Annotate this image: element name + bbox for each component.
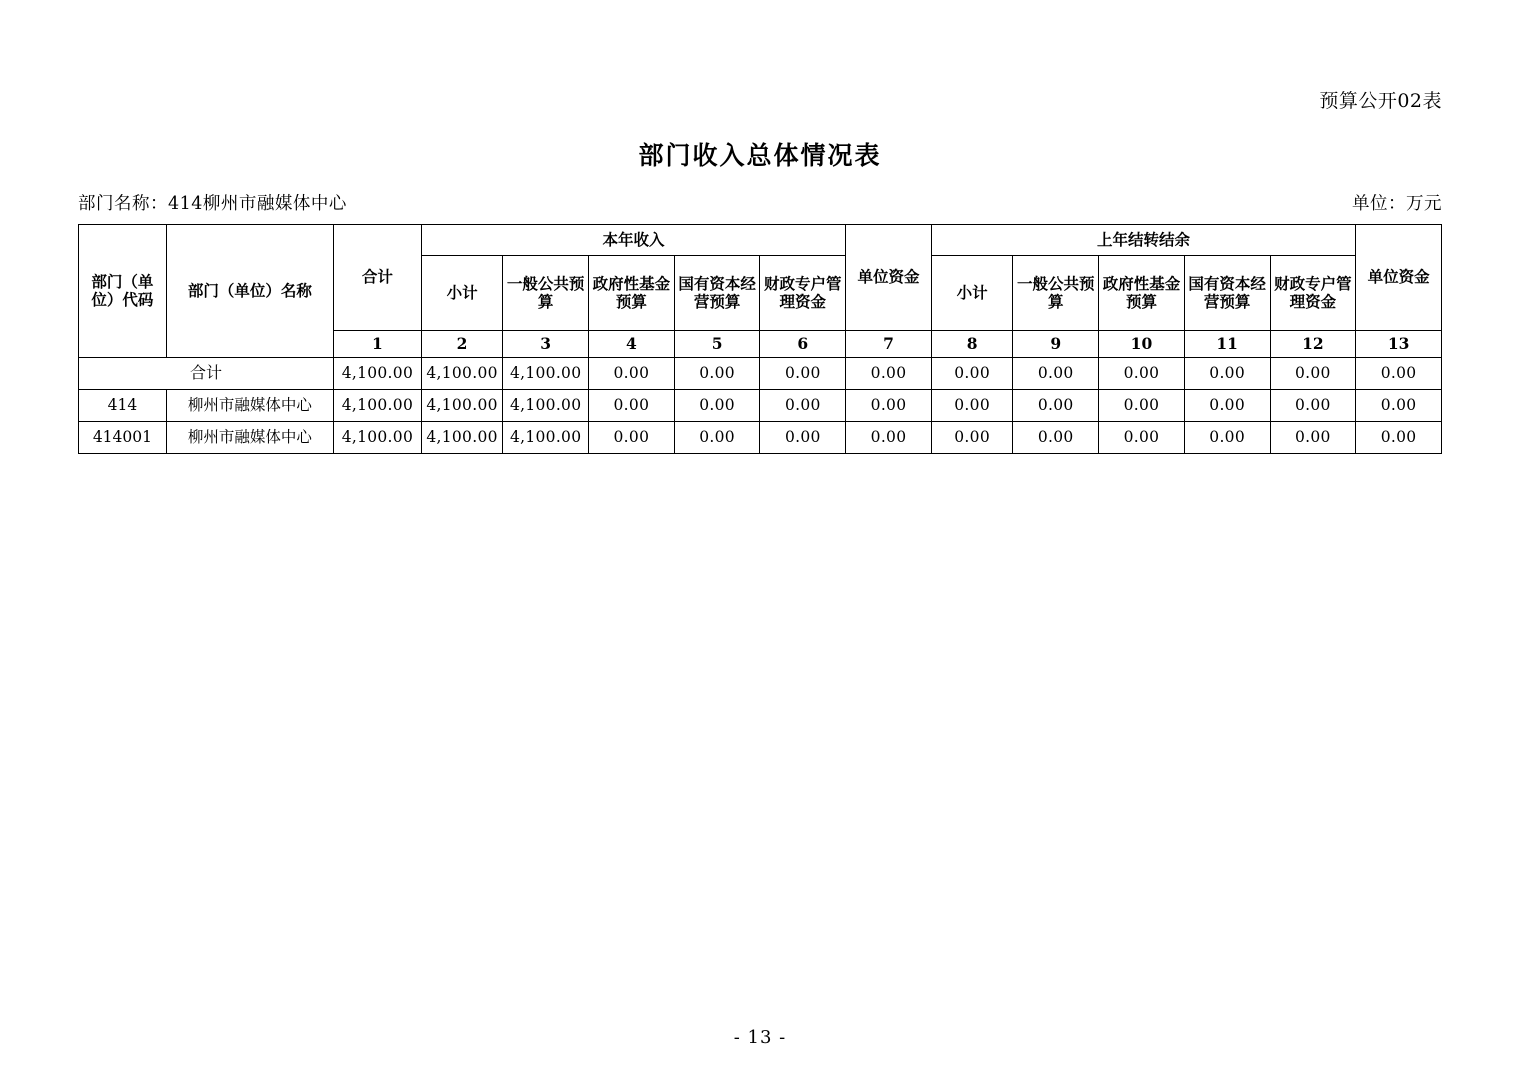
- cell-general-public-budget-current: 4,100.00: [503, 422, 589, 454]
- cell-gov-fund-budget-prior: 0.00: [1099, 390, 1185, 422]
- column-header-subtotal-current: 小计: [421, 256, 503, 331]
- group-header-current-year: 本年收入: [421, 225, 845, 256]
- budget-income-table: [78, 224, 1442, 454]
- form-code-label: 预算公开02表: [1319, 90, 1442, 112]
- column-number-7: 7: [846, 331, 932, 358]
- column-header-unit-funds-prior: 单位资金: [1356, 225, 1442, 331]
- cell-state-capital-budget-prior: 0.00: [1184, 422, 1270, 454]
- column-number-4: 4: [589, 331, 675, 358]
- table-group-header-row: [79, 225, 1442, 256]
- column-number-10: 10: [1099, 331, 1185, 358]
- column-header-subtotal-prior: 小计: [931, 256, 1013, 331]
- cell-gov-fund-budget-current: 0.00: [589, 422, 675, 454]
- cell-dept-name: 柳州市融媒体中心: [166, 422, 333, 454]
- cell-gov-fund-budget-current: 0.00: [589, 390, 675, 422]
- cell-state-capital-budget-prior: 0.00: [1184, 358, 1270, 390]
- column-number-5: 5: [674, 331, 760, 358]
- cell-gov-fund-budget-prior: 0.00: [1099, 358, 1185, 390]
- cell-dept-name: 柳州市融媒体中心: [166, 390, 333, 422]
- cell-subtotal-prior: 0.00: [931, 358, 1013, 390]
- column-number-13: 13: [1356, 331, 1442, 358]
- cell-subtotal-current: 4,100.00: [421, 422, 503, 454]
- column-number-3: 3: [503, 331, 589, 358]
- column-number-1: 1: [334, 331, 422, 358]
- cell-subtotal-prior: 0.00: [931, 390, 1013, 422]
- cell-subtotal-current: 4,100.00: [421, 390, 503, 422]
- cell-fiscal-account-funds-current: 0.00: [760, 422, 846, 454]
- column-header-fiscal-account-funds-current: 财政专户管理资金: [760, 256, 846, 331]
- cell-fiscal-account-funds-prior: 0.00: [1270, 390, 1356, 422]
- cell-general-public-budget-prior: 0.00: [1013, 422, 1099, 454]
- cell-fiscal-account-funds-prior: 0.00: [1270, 422, 1356, 454]
- column-header-total: 合计: [334, 225, 422, 331]
- cell-unit-funds-current: 0.00: [846, 390, 932, 422]
- cell-subtotal-prior: 0.00: [931, 422, 1013, 454]
- cell-fiscal-account-funds-current: 0.00: [760, 390, 846, 422]
- cell-dept-code: 414001: [79, 422, 167, 454]
- column-header-gov-fund-budget-current: 政府性基金预算: [589, 256, 675, 331]
- cell-fiscal-account-funds-prior: 0.00: [1270, 358, 1356, 390]
- cell-total: 4,100.00: [334, 358, 422, 390]
- department-name-label: 部门名称：414柳州市融媒体中心: [78, 194, 347, 214]
- cell-state-capital-budget-prior: 0.00: [1184, 390, 1270, 422]
- cell-gov-fund-budget-prior: 0.00: [1099, 422, 1185, 454]
- column-number-11: 11: [1184, 331, 1270, 358]
- cell-fiscal-account-funds-current: 0.00: [760, 358, 846, 390]
- group-header-prior-carryover: 上年结转结余: [931, 225, 1355, 256]
- column-number-8: 8: [931, 331, 1013, 358]
- meta-row: [78, 190, 1442, 215]
- cell-general-public-budget-current: 4,100.00: [503, 390, 589, 422]
- column-header-fiscal-account-funds-prior: 财政专户管理资金: [1270, 256, 1356, 331]
- cell-general-public-budget-current: 4,100.00: [503, 358, 589, 390]
- unit-label: 单位：万元: [1352, 194, 1442, 214]
- row-total-label: 合计: [79, 358, 334, 390]
- cell-unit-funds-current: 0.00: [846, 422, 932, 454]
- table-row: [79, 390, 1442, 422]
- cell-general-public-budget-prior: 0.00: [1013, 358, 1099, 390]
- column-number-6: 6: [760, 331, 846, 358]
- column-header-state-capital-budget-prior: 国有资本经营预算: [1184, 256, 1270, 331]
- page-number: - 13 -: [733, 1027, 787, 1048]
- cell-general-public-budget-prior: 0.00: [1013, 390, 1099, 422]
- column-header-dept-code: 部门（单位）代码: [79, 225, 167, 358]
- column-header-general-public-budget-current: 一般公共预算: [503, 256, 589, 331]
- cell-state-capital-budget-current: 0.00: [674, 422, 760, 454]
- table-body: [79, 358, 1442, 454]
- table-row: [79, 422, 1442, 454]
- cell-unit-funds-prior: 0.00: [1356, 358, 1442, 390]
- cell-unit-funds-current: 0.00: [846, 358, 932, 390]
- table-row: [79, 358, 1442, 390]
- cell-state-capital-budget-current: 0.00: [674, 390, 760, 422]
- cell-unit-funds-prior: 0.00: [1356, 390, 1442, 422]
- cell-total: 4,100.00: [334, 422, 422, 454]
- column-header-general-public-budget-prior: 一般公共预算: [1013, 256, 1099, 331]
- column-header-state-capital-budget-current: 国有资本经营预算: [674, 256, 760, 331]
- page-title: 部门收入总体情况表: [638, 141, 882, 170]
- cell-dept-code: 414: [79, 390, 167, 422]
- cell-state-capital-budget-current: 0.00: [674, 358, 760, 390]
- cell-total: 4,100.00: [334, 390, 422, 422]
- column-header-gov-fund-budget-prior: 政府性基金预算: [1099, 256, 1185, 331]
- cell-subtotal-current: 4,100.00: [421, 358, 503, 390]
- column-header-unit-funds-current: 单位资金: [846, 225, 932, 331]
- column-number-12: 12: [1270, 331, 1356, 358]
- cell-unit-funds-prior: 0.00: [1356, 422, 1442, 454]
- cell-gov-fund-budget-current: 0.00: [589, 358, 675, 390]
- column-number-9: 9: [1013, 331, 1099, 358]
- column-number-2: 2: [421, 331, 503, 358]
- column-header-dept-name: 部门（单位）名称: [166, 225, 333, 358]
